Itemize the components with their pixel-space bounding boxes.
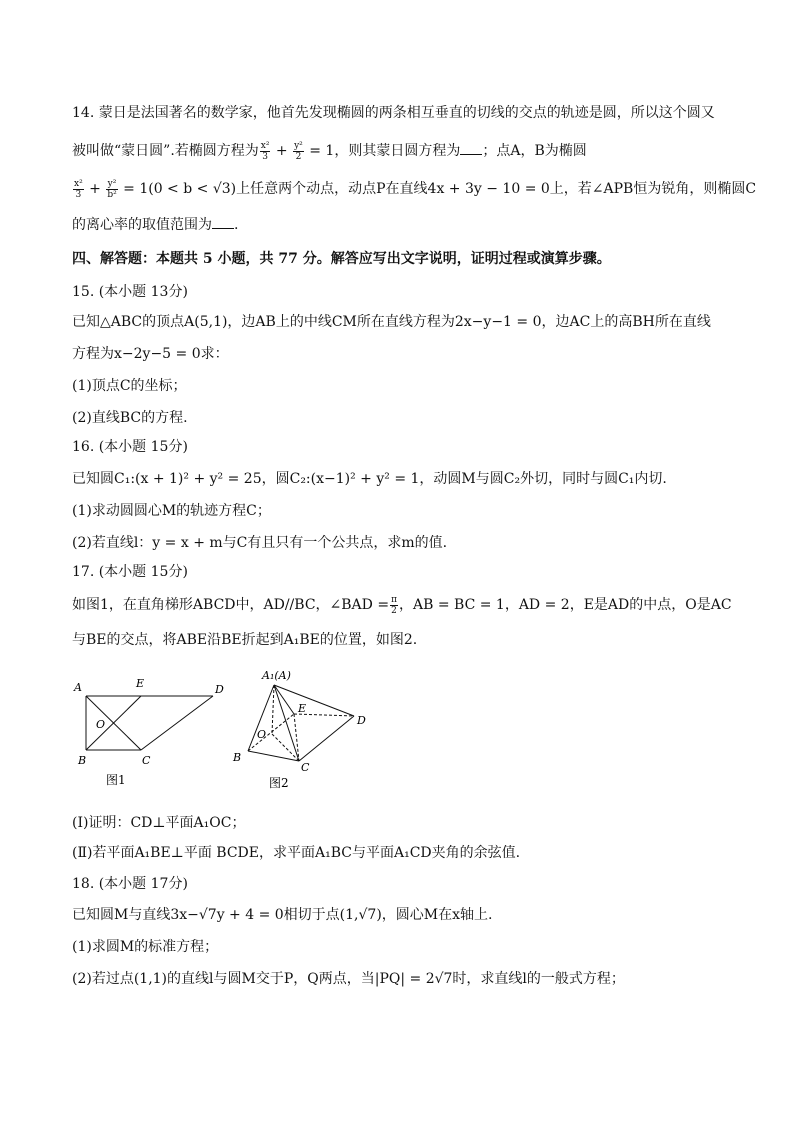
q15-heading: 15. (本小题 13分)	[72, 284, 188, 300]
label-O: O	[257, 728, 267, 741]
fraction: $\frac{\text{y²}}{\text{b²}}$	[107, 178, 117, 200]
dashed-A1O	[272, 685, 274, 734]
q18-part-1: (1)求圆M的标准方程；	[72, 939, 219, 955]
q17-part-1: (Ⅰ)证明：CD⊥平面A₁OC；	[72, 815, 246, 831]
fraction: $\frac{\text{x²}}{3}$	[260, 140, 270, 162]
q17-line-2: 与BE的交点，将ABE沿BE折起到A₁BE的位置，如图2.	[72, 632, 418, 648]
q15-line-1: 已知△ABC的顶点A(5,1)，边AB上的中线CM所在直线方程为2x−y−1 = 0，边AC上的高BH所在直线	[72, 314, 711, 330]
label-O: O	[96, 718, 106, 731]
q14-line-3: $\frac{\text{x²}}{3}$ + $\frac{\text{y²}}{\text{b²}}$ = 1(0 < b < √3)上任意两个动点，动点P在直线4x + 3y − 10 = 0上，若∠APB恒为锐角，则椭圆C	[74, 178, 757, 200]
q14-line-2: 被叫做“蒙日圆”.若椭圆方程为 $\frac{\text{x²}}{3}$ + $\frac{\text{y²}}{2}$ = 1，则其蒙日圆方程为 ；点A，B为椭圆	[72, 140, 587, 162]
label-E: E	[298, 702, 307, 715]
q18-part-2: (2)若过点(1,1)的直线l与圆M交于P，Q两点，当|PQ| = 2√7时，求直线l的一般式方程；	[72, 971, 625, 987]
q18-line-1: 已知圆M与直线3x−√7y + 4 = 0相切于点(1,√7)，圆心M在x轴上.	[72, 907, 493, 923]
label-B: B	[78, 754, 87, 767]
label-D: D	[357, 714, 366, 727]
q15-part-1: (1)顶点C的坐标；	[72, 378, 187, 394]
edge-CD	[141, 696, 213, 750]
section-header: 四、解答题：本题共 5 小题，共 77 分。解答应写出文字说明，证明过程或演算步骤。	[72, 251, 611, 267]
q16-part-2: (2)若直线l：y = x + m与C有且只有一个公共点，求m的值.	[72, 535, 448, 551]
q15-part-2: (2)直线BC的方程.	[72, 410, 188, 426]
q17-line-1: 如图1，在直角梯形ABCD中，AD//BC，∠BAD = $\frac{\pi}{2}$ ，AB = BC = 1，AD = 2，E是AD的中点，O是AC	[72, 594, 732, 616]
q18-heading: 18. (本小题 17分)	[72, 876, 188, 892]
label-A1: A₁(A)	[262, 671, 291, 682]
q17-part-2: (Ⅱ)若平面A₁BE⊥平面 BCDE，求平面A₁BC与平面A₁CD夹角的余弦值.	[72, 845, 521, 861]
fraction: $\frac{\text{x²}}{3}$	[74, 178, 83, 200]
label-C: C	[301, 761, 310, 774]
figure-2	[248, 685, 354, 761]
fraction: $\frac{\text{y²}}{2}$	[294, 140, 303, 162]
edge-A1D	[274, 685, 354, 716]
figure-1	[86, 696, 213, 750]
q14-line-4: 的离心率的取值范围为 .	[72, 217, 239, 233]
q16-heading: 16. (本小题 15分)	[72, 439, 188, 455]
fraction: $\frac{\pi}{2}$	[391, 594, 397, 616]
edge-A1C	[274, 685, 299, 761]
label-A: A	[74, 681, 82, 694]
answer-blank	[212, 216, 234, 229]
answer-blank	[460, 142, 482, 155]
q16-line-1: 已知圆C₁:(x + 1)² + y² = 25，圆C₂:(x−1)² + y² = 1，动圆M与圆C₂外切，同时与圆C₁内切.	[72, 471, 667, 487]
q14-line-1: 14. 蒙日是法国著名的数学家，他首先发现椭圆的两条相互垂直的切线的交点的轨迹是圆，所以这个圆又	[72, 105, 715, 121]
q16-part-1: (1)求动圆圆心M的轨迹方程C；	[72, 503, 271, 519]
edge-BC	[248, 751, 299, 761]
label-C: C	[142, 754, 151, 767]
label-E: E	[136, 677, 145, 690]
q15-line-2: 方程为x−2y−5 = 0求：	[72, 346, 229, 362]
label-D: D	[215, 683, 224, 696]
q17-heading: 17. (本小题 15分)	[72, 564, 188, 580]
edge-CD	[299, 716, 354, 761]
figure-2-caption: 图2	[269, 776, 289, 790]
label-B: B	[233, 751, 242, 764]
figure-1-caption: 图1	[106, 773, 126, 787]
q17-figures	[72, 671, 392, 801]
